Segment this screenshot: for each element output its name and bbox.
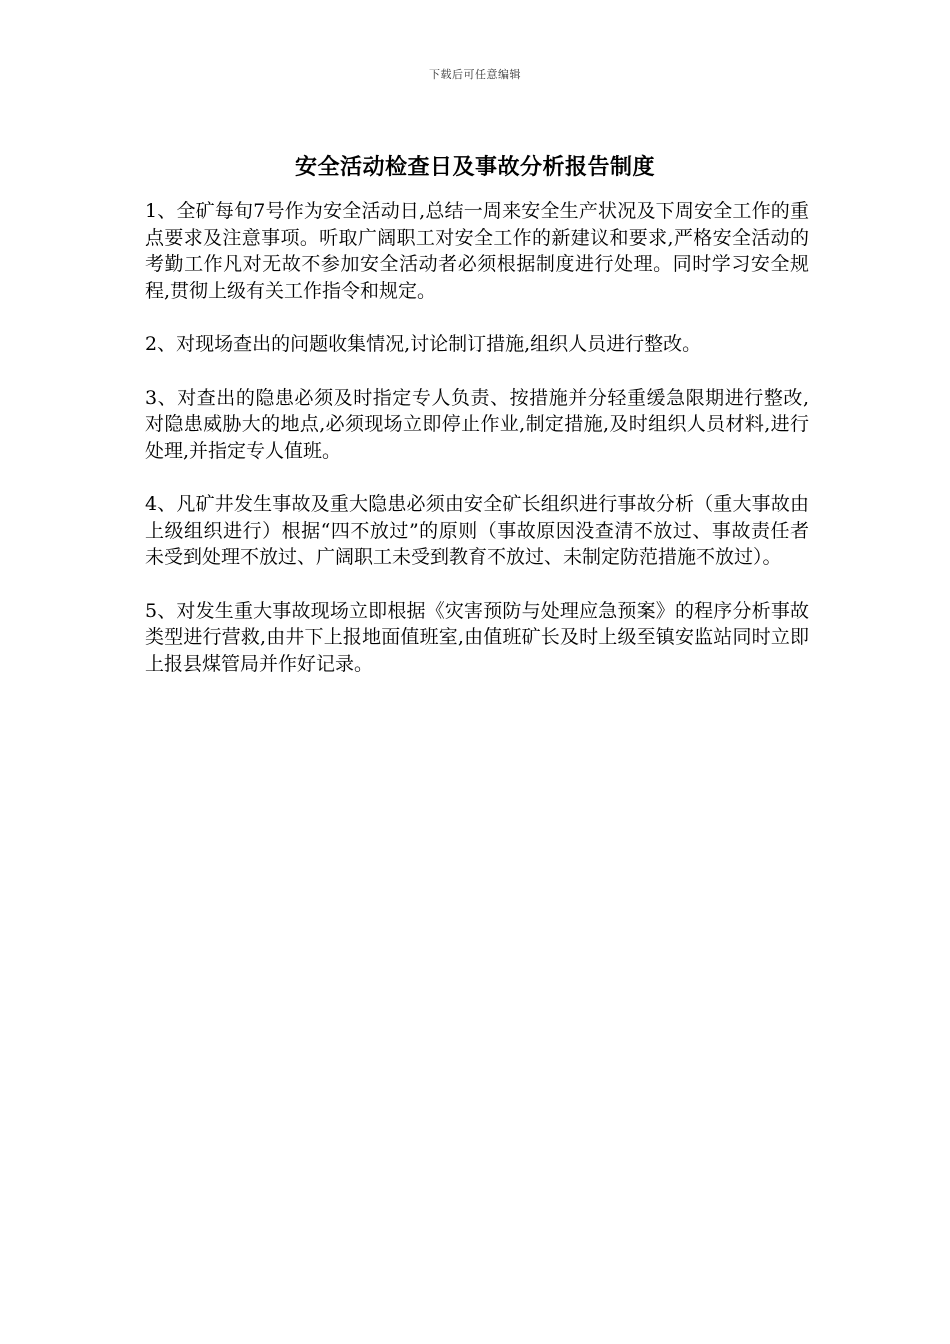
header-note: 下载后可任意编辑 [429,68,521,81]
paragraph-3: 3、对查出的隐患必须及时指定专人负责、按措施并分轻重缓急限期进行整改,对隐患威胁大的地点,必须现场立即停止作业,制定措施,及时组织人员材料,进行处理,并指定专人值班。 [145,386,809,462]
document-title: 安全活动检查日及事故分析报告制度 [294,154,655,180]
document-body [145,198,809,704]
paragraph-4: 4、凡矿井发生事故及重大隐患必须由安全矿长组织进行事故分析（重大事故由上级组织进行）根据“四不放过”的原则（事故原因没查清不放过、事故责任者未受到处理不放过、广阔职工未受到教育不放过、未制定防范措施不放过）。 [145,493,809,568]
paragraph-2: 2、对现场查出的问题收集情况,讨论制订措施,组织人员进行整改。 [145,333,702,355]
paragraph-5: 5、对发生重大事故现场立即根据《灾害预防与处理应急预案》的程序分析事故类型进行营救,由井下上报地面值班室,由值班矿长及时上级至镇安监站同时立即上报县煤管局并作好记录。 [145,599,809,675]
paragraph-1: 1、全矿每旬7号作为安全活动日,总结一周来安全生产状况及下周安全工作的重点要求及注意事项。听取广阔职工对安全工作的新建议和要求,严格安全活动的考勤工作凡对无故不参加安全活动者必须根据制度进行处理。同时学习安全规程,贯彻上级有关工作指令和规定。 [145,200,809,302]
